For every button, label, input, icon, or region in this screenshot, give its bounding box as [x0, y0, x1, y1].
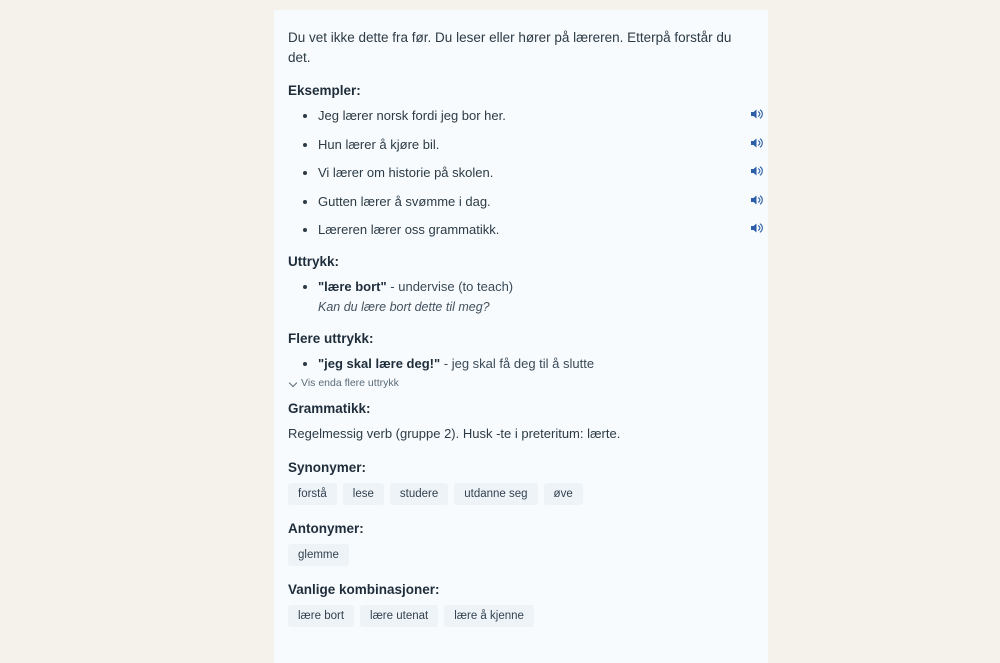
chevron-down-icon	[290, 379, 298, 387]
list-item	[318, 354, 748, 374]
synonym-chip[interactable]: lese	[343, 483, 384, 505]
speaker-icon[interactable]	[748, 220, 764, 236]
word-detail-card	[274, 10, 768, 663]
synonym-chip[interactable]: utdanne seg	[454, 483, 537, 505]
uttrykk-list	[288, 277, 748, 317]
speaker-icon[interactable]	[748, 106, 764, 122]
grammar-heading: Grammatikk:	[288, 401, 371, 417]
speaker-icon[interactable]	[748, 135, 764, 151]
uttrykk-term: "lære bort"	[318, 278, 387, 294]
definition-text: Du vet ikke dette fra før. Du leser eller hører på læreren. Etterpå forstår du det.	[288, 30, 732, 65]
uttrykk-term: "jeg skal lære deg!"	[318, 355, 441, 371]
synonym-chip[interactable]: øve	[544, 483, 583, 505]
examples-heading: Eksempler:	[288, 83, 361, 99]
uttrykk-example: Kan du lære bort dette til meg?	[318, 300, 490, 315]
combination-chip[interactable]: lære å kjenne	[444, 605, 534, 627]
example-text: • Gutten lærer å svømme i dag.	[318, 193, 491, 209]
uttrykk-heading: Uttrykk:	[288, 253, 340, 269]
list-item	[318, 106, 748, 126]
combination-chip[interactable]: lære bort	[288, 605, 354, 627]
list-item	[318, 163, 748, 183]
synonym-chip[interactable]: studere	[390, 483, 448, 505]
example-text: • Læreren lærer oss grammatikk.	[318, 222, 500, 238]
combinations-heading: Vanlige kombinasjoner:	[288, 581, 440, 597]
show-more-label: Vis enda flere uttrykk	[301, 377, 399, 390]
speaker-icon[interactable]	[748, 163, 764, 179]
antonyms-heading: Antonymer:	[288, 520, 364, 536]
combination-chip[interactable]: lære utenat	[360, 605, 438, 627]
example-text: • Jeg lærer norsk fordi jeg bor her.	[318, 108, 506, 124]
example-text: • Hun lærer å kjøre bil.	[318, 136, 440, 152]
list-item	[318, 135, 748, 155]
list-item	[318, 220, 748, 240]
list-item	[318, 277, 748, 317]
flere-uttrykk-list	[288, 354, 748, 374]
example-text: • Vi lærer om historie på skolen.	[318, 165, 494, 181]
antonyms-chip-list	[288, 544, 748, 566]
uttrykk-definition: - jeg skal få deg til å slutte	[443, 355, 595, 371]
grammar-text: Regelmessig verb (gruppe 2). Husk -te i preteritum: lærte.	[288, 426, 621, 442]
synonym-chip[interactable]: forstå	[288, 483, 337, 505]
examples-list	[288, 106, 748, 240]
show-more-uttrykk-toggle[interactable]	[290, 377, 748, 389]
uttrykk-definition: - undervise (to teach)	[390, 278, 514, 294]
list-item	[318, 192, 748, 212]
antonym-chip[interactable]: glemme	[288, 544, 349, 566]
synonyms-heading: Synonymer:	[288, 459, 367, 475]
speaker-icon[interactable]	[748, 192, 764, 208]
synonyms-chip-list	[288, 483, 748, 505]
flere-uttrykk-heading: Flere uttrykk:	[288, 330, 374, 346]
combinations-chip-list	[288, 605, 748, 627]
